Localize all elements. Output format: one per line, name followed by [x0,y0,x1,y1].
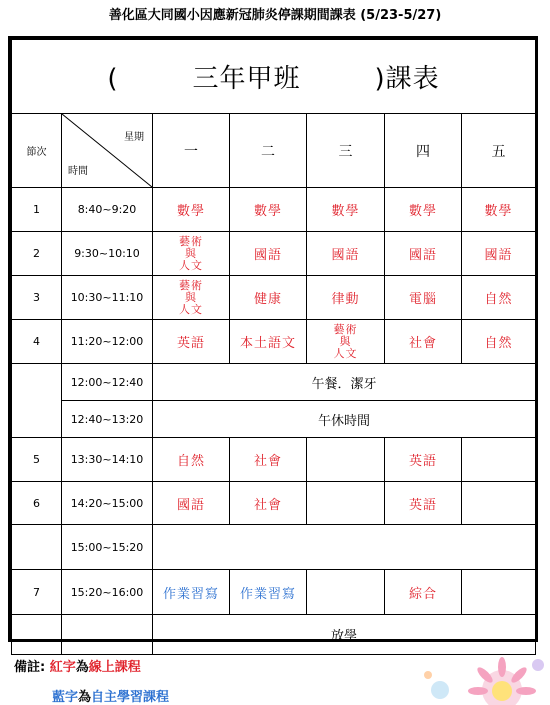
lesson-cell-thu [385,232,462,276]
lesson-cell-mon [153,320,230,364]
lesson-text: 律動 [331,292,360,307]
lesson-text: 數學 [331,204,360,219]
time-cell: 15:00~15:20 [62,525,153,570]
lesson-cell-wed [307,320,385,364]
lesson-text: 數學 [176,204,205,219]
period-cell [12,615,62,655]
time-cell: 12:40~13:20 [62,401,153,438]
time-cell: 13:30~14:10 [62,438,153,482]
time-cell: 8:40~9:20 [62,188,153,232]
lesson-cell-tue [230,570,307,615]
timetable-row [12,364,536,401]
time-cell: 15:20~16:00 [62,570,153,615]
time-cell: 11:20~12:00 [62,320,153,364]
lesson-text: 國語 [253,248,282,263]
lesson-text: 作業習寫 [162,586,219,602]
sheet-title-open: ( [107,64,119,94]
lesson-cell-mon [153,482,230,525]
period-cell: 7 [12,570,62,615]
merged-cell: 午餐．潔牙 [153,364,536,401]
lesson-text: 國語 [176,497,205,513]
lesson-cell-fri [462,570,536,615]
lesson-text: 綜合 [408,586,437,602]
lesson-text: 本土語文 [239,336,296,351]
lesson-cell-wed [307,232,385,276]
lesson-text: 與 [339,334,352,348]
week-label: 星期 [124,132,144,143]
lesson-text: 藝術 [333,322,358,336]
lesson-text: 與 [185,290,197,304]
time-cell: 9:30~10:10 [62,232,153,276]
timetable-row [12,401,536,438]
lesson-cell-thu [385,482,462,525]
lesson-cell-wed [307,438,385,482]
sheet-title [12,40,536,114]
notes-label: 備註: [14,660,46,675]
lesson-cell-tue [230,276,307,320]
lesson-cell-mon [153,188,230,232]
day-header-mon: 一 [153,114,230,188]
lesson-cell-fri [462,232,536,276]
time-label: 時間 [68,166,88,177]
lesson-text: 健康 [253,292,282,307]
period-cell: 6 [12,482,62,525]
time-cell: 12:00~12:40 [62,364,153,401]
lesson-text: 自然 [176,454,205,469]
lesson-cell-thu [385,188,462,232]
timetable-row [12,232,536,276]
lesson-text: 人文 [179,258,203,272]
lesson-text: 社會 [253,454,282,469]
lesson-cell-wed [307,482,385,525]
timetable-body [12,188,536,655]
lesson-cell-mon [153,276,230,320]
lesson-text: 國語 [408,248,437,263]
lesson-cell-wed [307,570,385,615]
lesson-cell-fri [462,482,536,525]
time-cell: 14:20~15:00 [62,482,153,525]
lesson-cell-thu [385,438,462,482]
lesson-text: 作業習寫 [239,586,296,602]
lesson-cell-mon [153,232,230,276]
period-cell: 1 [12,188,62,232]
red-text-key: 紅字 [49,660,76,675]
period-cell: 2 [12,232,62,276]
merged-cell: 放學 [153,615,536,655]
timetable-row [12,438,536,482]
timetable-row [12,188,536,232]
period-cell [12,525,62,570]
day-header-wed: 三 [307,114,385,188]
lesson-cell-fri [462,320,536,364]
lesson-cell-wed [307,276,385,320]
lesson-cell-tue [230,438,307,482]
lesson-text: 數學 [253,204,282,219]
lesson-text: 英語 [408,454,437,469]
lesson-text: 藝術 [179,278,203,292]
day-header-fri: 五 [462,114,536,188]
timetable-row [12,320,536,364]
diagonal-header-cell [62,114,153,188]
lesson-text: 國語 [331,248,360,263]
lesson-cell-mon [153,570,230,615]
class-name: 三年甲班 [192,64,301,94]
flower-decoration [410,635,550,705]
lesson-text: 社會 [408,336,437,351]
sheet-title-suffix: )課表 [374,64,440,94]
lesson-cell-wed [307,188,385,232]
lesson-text: 電腦 [408,292,437,307]
day-header-thu: 四 [385,114,462,188]
blue-text-mid: 為 [78,690,92,705]
lesson-text: 英語 [176,336,205,351]
lesson-text: 數學 [484,204,513,219]
red-text-mid: 為 [75,660,89,675]
lesson-cell-tue [230,232,307,276]
period-cell: 5 [12,438,62,482]
merged-cell [153,525,536,570]
timetable-row [12,570,536,615]
lesson-cell-mon [153,438,230,482]
lesson-text: 藝術 [179,234,203,248]
notes [14,656,170,705]
blue-text-key: 藍字 [52,690,79,705]
lesson-cell-thu [385,570,462,615]
lesson-cell-tue [230,188,307,232]
timetable [11,39,536,655]
lesson-text: 人文 [179,302,203,316]
lesson-text: 自然 [484,292,513,307]
lesson-cell-fri [462,276,536,320]
document-title: 善化區大同國小因應新冠肺炎停課期間課表 (5/23-5/27) [108,8,442,23]
lesson-text: 自然 [484,336,513,351]
timetable-row [12,525,536,570]
lesson-text: 數學 [408,204,437,219]
lesson-text: 社會 [253,497,282,513]
lesson-text: 國語 [484,248,513,263]
online-course-meaning: 線上課程 [88,660,141,675]
day-header-tue: 二 [230,114,307,188]
timetable-row [12,482,536,525]
period-cell: 4 [12,320,62,364]
lesson-text: 人文 [333,346,358,360]
lesson-cell-tue [230,482,307,525]
time-cell [62,615,153,655]
merged-cell: 午休時間 [153,401,536,438]
timetable-row [12,276,536,320]
lesson-text: 與 [185,246,197,260]
lesson-cell-thu [385,276,462,320]
lesson-cell-fri [462,438,536,482]
period-cell [12,364,62,438]
lesson-cell-fri [462,188,536,232]
time-cell: 10:30~11:10 [62,276,153,320]
lesson-cell-tue [230,320,307,364]
self-study-meaning: 自主學習課程 [91,690,170,705]
period-header: 節次 [12,114,62,188]
period-cell: 3 [12,276,62,320]
lesson-text: 英語 [408,497,437,513]
lesson-cell-thu [385,320,462,364]
